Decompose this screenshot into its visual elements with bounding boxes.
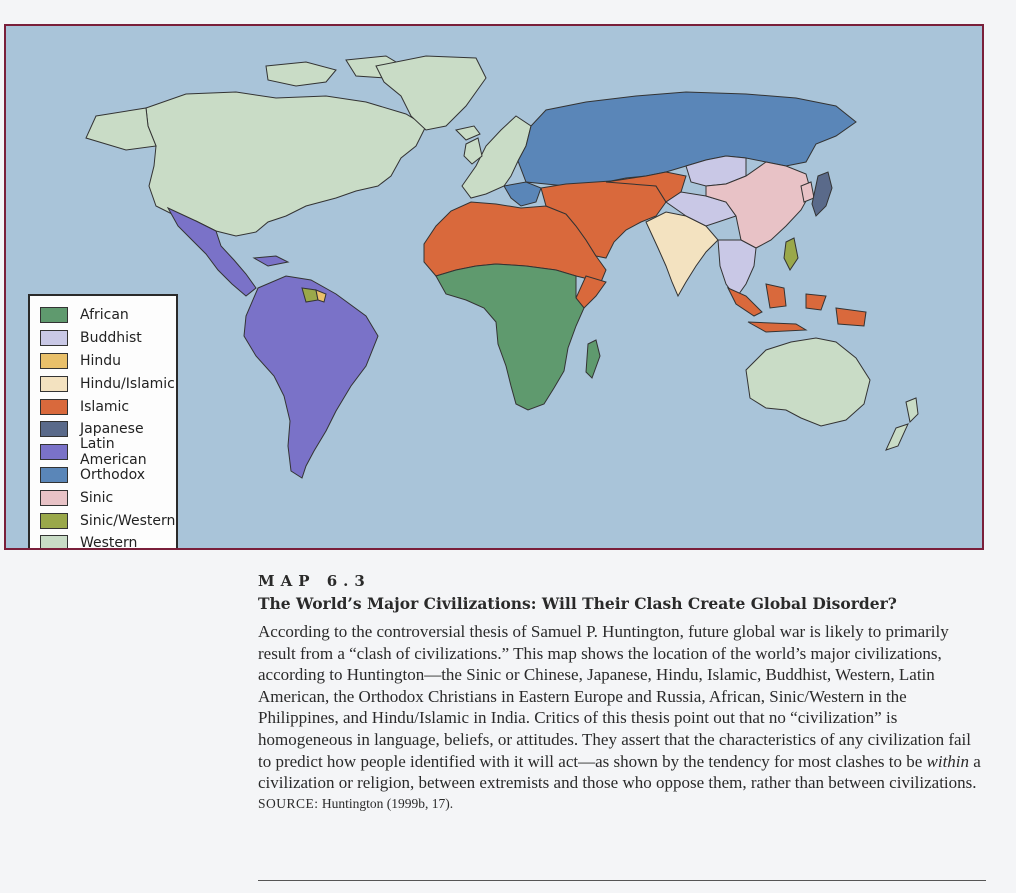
legend-label: Hindu/Islamic	[80, 375, 175, 392]
map-caption	[258, 572, 986, 812]
region-balkans	[504, 182, 541, 206]
legend-swatch	[40, 444, 68, 460]
legend-label: Orthodox	[80, 466, 146, 483]
region-japan	[812, 172, 832, 216]
legend-item	[40, 350, 176, 373]
legend-item	[40, 372, 176, 395]
region-new-zealand	[886, 398, 918, 450]
legend-swatch	[40, 535, 68, 550]
map-number-label: MAP 6.3	[258, 572, 371, 590]
legend-item	[40, 532, 176, 550]
legend-label: Latin American	[80, 436, 147, 469]
legend-label: Sinic/Western	[80, 512, 176, 529]
region-southeast-asia	[718, 240, 756, 298]
legend-label: Hindu	[80, 352, 122, 369]
map-title: The World’s Major Civilizations: Will Their Clash Create Global Disorder?	[258, 594, 897, 613]
legend-label: Islamic	[80, 398, 130, 415]
source-text: Huntington (1999b, 17).	[321, 795, 454, 811]
legend-item	[40, 486, 176, 509]
region-madagascar	[586, 340, 600, 378]
region-korea	[801, 182, 814, 202]
source-label: SOURCE:	[258, 795, 319, 811]
legend-item	[40, 304, 176, 327]
legend-swatch	[40, 330, 68, 346]
world-civilizations-map	[4, 24, 984, 550]
caption-body-part1: According to the controversial thesis of Samuel P. Huntington, future global war is likely to primarily result from a “clash of civilizations.” This map shows the location of the world’s major civilizations, according to Huntington—the Sinic or Chinese, Japanese, Hindu, Islamic, Buddhist, Western, Latin American, the Orthodox Christians in Eastern Europe and Russia, African, Sinic/Western in the Philippines, and Hindu/Islamic in India. Critics of this thesis point out that no “civilization” is homogeneous in language, beliefs, or attitudes. They assert that the characteristics of any civilization fail to predict how people identified with it will act—as shown by the tendency for most clashes to be	[258, 622, 971, 771]
region-australia	[746, 338, 870, 426]
legend-swatch	[40, 307, 68, 323]
region-north-america	[146, 92, 426, 236]
region-sub-saharan-africa	[436, 264, 584, 410]
region-indonesia	[728, 284, 866, 332]
legend-label: Japanese	[80, 421, 144, 438]
legend-label: African	[80, 307, 129, 324]
legend-label: Sinic	[80, 489, 114, 506]
legend-item	[40, 509, 176, 532]
legend-swatch	[40, 353, 68, 369]
legend-item	[40, 327, 176, 350]
caption-body	[258, 621, 986, 794]
caption-body-italic: within	[926, 751, 970, 771]
legend-label: Buddhist	[80, 330, 142, 347]
legend-item	[40, 395, 176, 418]
region-iceland	[456, 126, 480, 140]
caption-body-part2: a civilization or religion, between extremists and those who oppose them, rather than between civilizations.	[258, 751, 981, 793]
bottom-rule	[258, 880, 986, 881]
region-russia	[518, 92, 856, 186]
legend-item	[40, 436, 176, 469]
legend-swatch	[40, 421, 68, 437]
legend-swatch	[40, 376, 68, 392]
region-south-america	[244, 276, 378, 478]
map-legend	[28, 294, 178, 550]
region-philippines	[784, 238, 798, 270]
region-alaska	[86, 108, 156, 150]
legend-swatch	[40, 399, 68, 415]
legend-swatch	[40, 467, 68, 483]
caption-source	[258, 796, 986, 812]
legend-swatch	[40, 490, 68, 506]
legend-swatch	[40, 513, 68, 529]
region-caribbean	[254, 256, 288, 266]
legend-label: Western	[80, 535, 138, 550]
